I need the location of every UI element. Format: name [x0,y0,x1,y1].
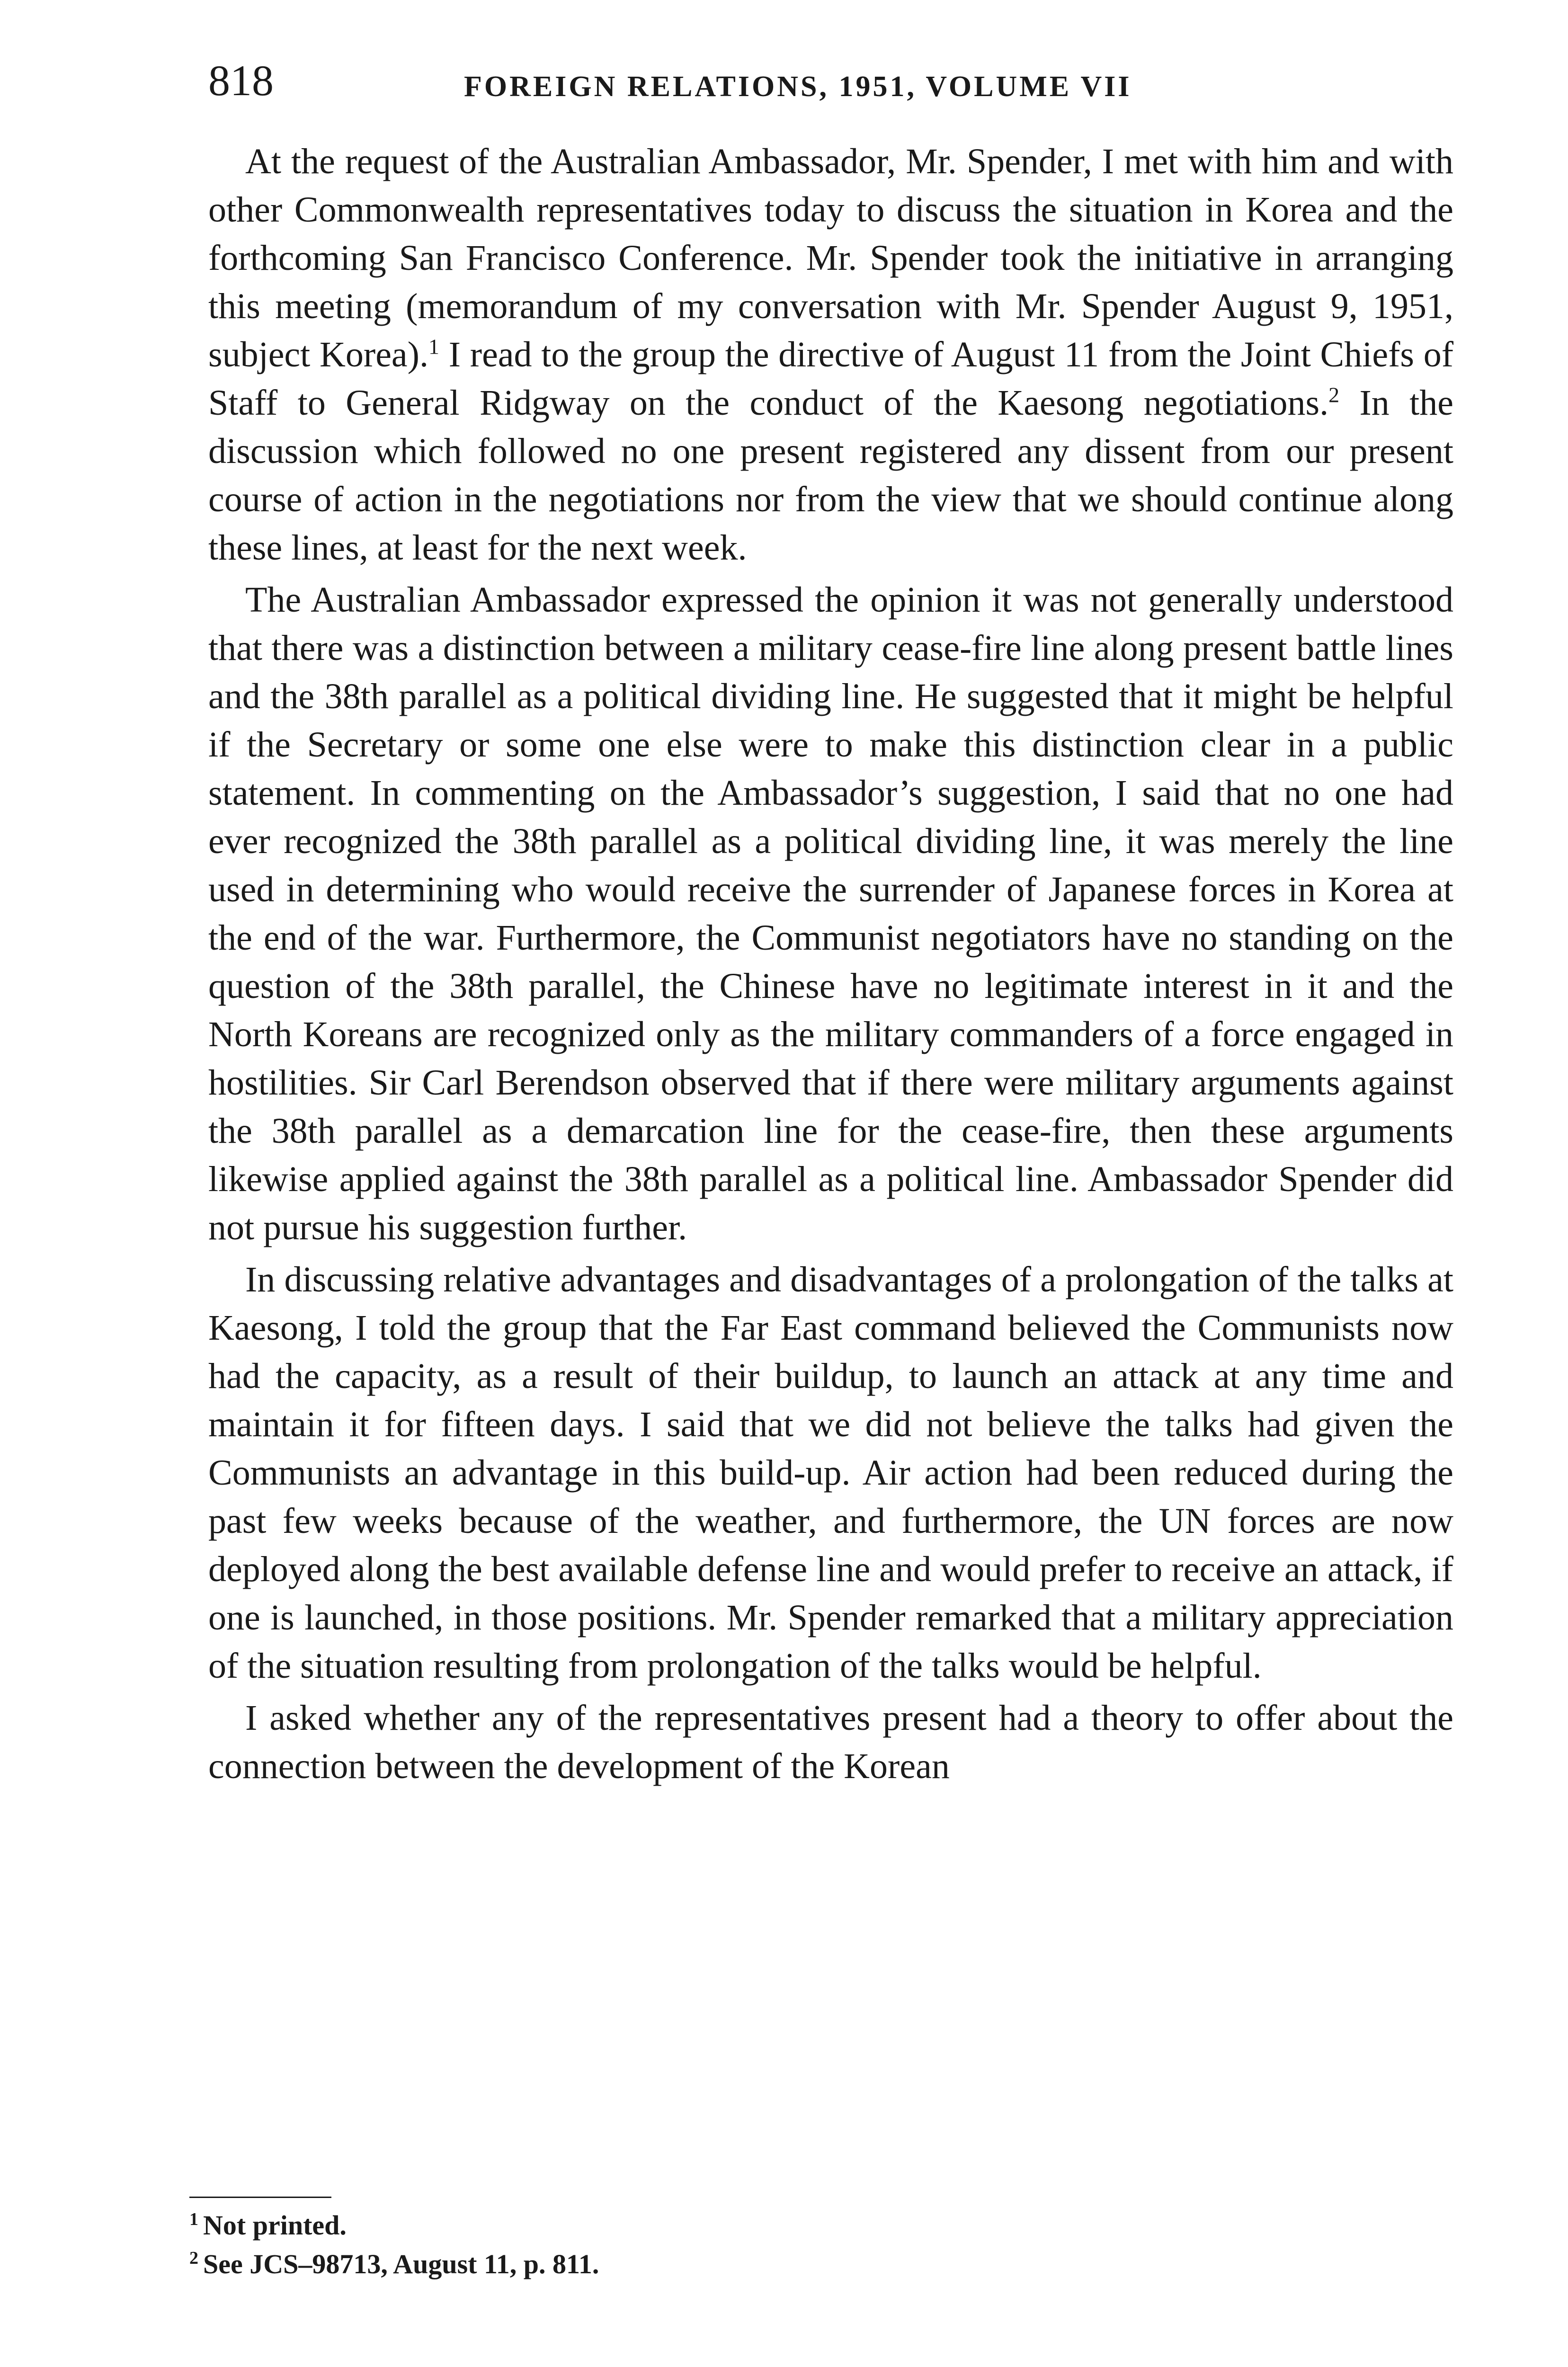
footnote-ref-1: 1 [428,334,439,359]
footnote-text-1: Not printed. [203,2210,347,2241]
paragraph-1 [208,137,1453,572]
page-number: 818 [208,56,274,105]
paragraph-2: The Australian Ambassador expressed the opinion it was not generally understood that there was a distinction between a military cease-fire line along present battle lines and the 38th parallel as a political dividing line. He suggested that it might be helpful if the Secretary or some one else were to make this distinction clear in a public statement. In commenting on the Ambassador’s suggestion, I said that no one had ever recognized the 38th parallel as a political dividing line, it was merely the line used in determining who would receive the surrender of Japanese forces in Korea at the end of the war. Furthermore, the Communist negotiators have no standing on the question of the 38th parallel, the Chinese have no legitimate interest in it and the North Koreans are recognized only as the military commanders of a force engaged in hostilities. Sir Carl Berendson observed that if there were military arguments against the 38th parallel as a demarcation line for the cease-fire, then these arguments likewise applied against the 38th parallel as a political line. Ambassador Spender did not pursue his suggestion further. [208,580,1453,1247]
footnote-ref-2: 2 [1328,383,1340,407]
paragraph-1-part-a: At the request of the Australian Ambassador, Mr. Spender, I met with him and with other Commonwealth representatives today to discuss the situation in Korea and the forthcoming San Francisco Conference. Mr. Spender took the initiative in arranging this meeting (memorandum of my conversation with Mr. Spender August 9, 1951, subject Korea). [208,142,1453,374]
footnotes [189,2206,1444,2284]
footnote-text-2: See JCS–98713, August 11, p. 811. [203,2249,599,2279]
footnote-divider [189,2197,331,2198]
paragraph-3: In discussing relative advantages and disadvantages of a prolongation of the talks at Kaesong, I told the group that the Far East command believed the Communists now had the capacity, as a result of their buildup, to launch an attack at any time and maintain it for fifteen days. I said that we did not believe the talks had given the Communists an advantage in this build-up. Air action had been reduced during the past few weeks because of the weather, and furthermore, the UN forces are now deployed along the best available defense line and would prefer to receive an attack, if one is launched, in those positions. Mr. Spender remarked that a military appreciation of the situation resulting from prolongation of the talks would be helpful. [208,1260,1453,1686]
body-text [208,137,1453,1794]
paragraph-1-part-c: In the discussion which followed no one present registered any dissent from our present course of action in the negotiations nor from the view that we should continue along these lines, at least for the next week. [208,383,1454,568]
footnote-2 [189,2245,1444,2284]
running-title: FOREIGN RELATIONS, 1951, VOLUME VII [464,71,1132,103]
paragraph-1-part-b: I read to the group the directive of August 11 from the Joint Chiefs of Staff to General Ridgway on the conduct of the Kaesong negotiations. [208,335,1453,423]
footnote-mark-2: 2 [189,2248,198,2268]
footnote-1 [189,2206,1444,2245]
footnote-mark-1: 1 [189,2209,198,2229]
paragraph-4: I asked whether any of the representatives present had a theory to offer about the connection between the development of the Korean [208,1698,1453,1786]
running-head [208,50,1463,111]
